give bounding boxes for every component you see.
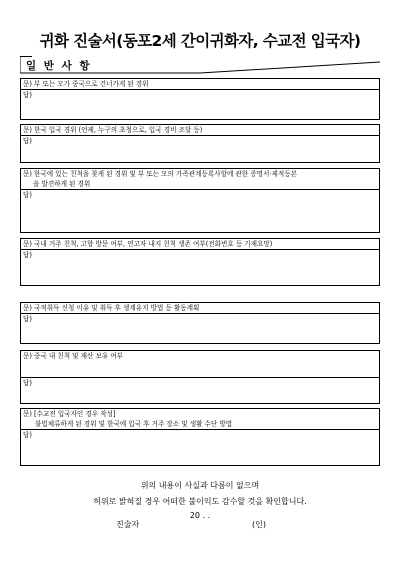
seal-mark[interactable]: (인) — [252, 520, 266, 529]
answer-field[interactable]: 답) — [23, 431, 32, 439]
section-title: 일 반 사 항 — [26, 60, 92, 72]
answer-field[interactable]: 답) — [23, 379, 32, 387]
answer-field[interactable]: 답) — [23, 315, 32, 323]
question-text: 문) 중국 내 친척 및 재산 보유 여부 — [23, 352, 124, 360]
answer-field[interactable]: 답) — [23, 191, 32, 199]
answer-field[interactable]: 답) — [23, 91, 32, 99]
date-line: 20 . . — [189, 511, 211, 520]
question-text: 문) 국적취득 신청 이유 및 취득 후 생계유지 방법 등 활동계획 — [21, 303, 379, 314]
answer-field[interactable]: 답) — [23, 251, 32, 259]
form-title: 귀화 진술서(동포2세 간이귀화자, 수교전 입국자) — [39, 32, 361, 50]
question-block-6 — [20, 350, 380, 404]
question-block-2 — [20, 124, 380, 163]
question-text — [21, 169, 379, 190]
question-block-4 — [20, 238, 380, 286]
question-text: 문) 부 또는 모가 중국으로 건너가게 된 경위 — [21, 79, 379, 90]
declaration-line-1: 위의 내용이 사실과 다름이 없으며 — [140, 481, 260, 490]
question-text: 문) [수교전 입국자인 경우 작성] — [23, 410, 116, 418]
question-line-1: 문) 한국에 있는 친척을 찾게 된 경위 및 부 또는 모의 가족관계등록사항에 관한 증명서·제적등본 — [23, 170, 297, 178]
question-block-3 — [20, 168, 380, 233]
signer-label: 진술자 — [116, 520, 140, 529]
question-block-7 — [20, 408, 380, 466]
declaration-line-2: 허위로 밝혀질 경우 어떠한 불이익도 감수할 것을 확인합니다. — [93, 497, 307, 506]
question-text: 문) 국내 거주 친척, 고향 방문 여부, 연고자 내지 친척 생존 여부(전화번호 등 기재요망) — [21, 239, 379, 250]
question-text: 문) 한국 입국 경위 (언제, 누구의 초청으로, 입국 경비 조달 등) — [21, 125, 379, 136]
section-header — [20, 56, 380, 74]
answer-field[interactable]: 답) — [23, 137, 32, 145]
question-text-line-2: 불법체류하게 된 경위 및 한국에 입국 후 거주 장소 및 생활 수단 방법 — [21, 419, 379, 430]
question-block-1 — [20, 78, 380, 120]
question-block-5 — [20, 302, 380, 344]
question-line-2: 을 발견하게 된 경위 — [33, 180, 91, 188]
